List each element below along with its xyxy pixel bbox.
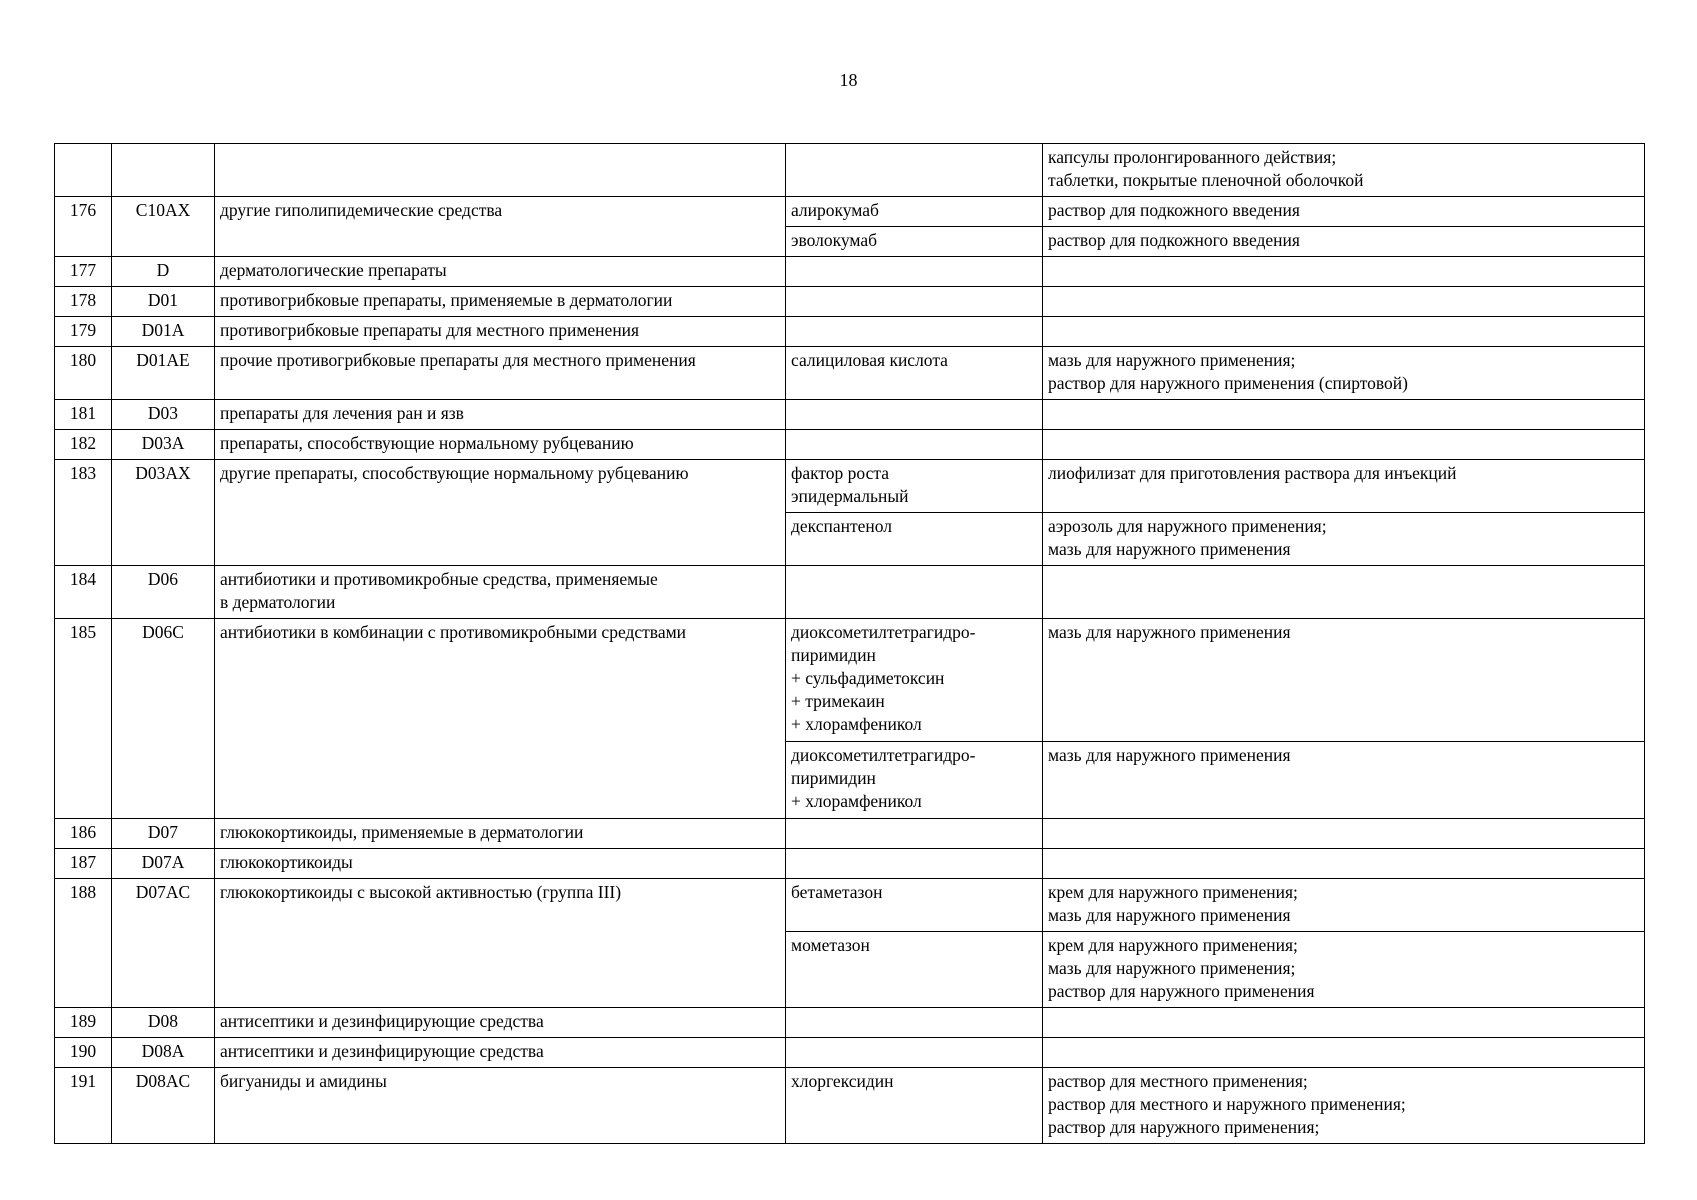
group-name: антисептики и дезинфицирующие средства xyxy=(215,1038,786,1068)
table-row xyxy=(55,430,1645,460)
table-row xyxy=(55,400,1645,430)
atc-code: D07 xyxy=(112,819,215,849)
group-name: препараты для лечения ран и язв xyxy=(215,400,786,430)
table-row xyxy=(55,1038,1645,1068)
drug-name xyxy=(786,849,1043,879)
atc-code: D01AE xyxy=(112,347,215,400)
row-number: 179 xyxy=(55,317,112,347)
atc-code: D03AX xyxy=(112,460,215,566)
dosage-form: раствор для наружного применения; xyxy=(1048,1117,1320,1137)
group-name: противогрибковые препараты для местного применения xyxy=(215,317,786,347)
drug-name xyxy=(786,257,1043,287)
row-number: 180 xyxy=(55,347,112,400)
group-name: антисептики и дезинфицирующие средства xyxy=(215,1008,786,1038)
drug-name xyxy=(786,400,1043,430)
atc-code: D07A xyxy=(112,849,215,879)
dosage-form: мазь для наружного применения xyxy=(1048,905,1291,925)
drug-name-line: пиримидин xyxy=(791,645,876,665)
dosage-forms xyxy=(1043,257,1645,287)
drug-name-line: фактор роста xyxy=(791,463,890,483)
dosage-form: мазь для наружного применения; xyxy=(1048,350,1296,370)
dosage-form: раствор для подкожного введения xyxy=(1048,200,1300,220)
dosage-form: мазь для наружного применения; xyxy=(1048,958,1296,978)
row-number: 181 xyxy=(55,400,112,430)
table-row xyxy=(55,287,1645,317)
row-number: 184 xyxy=(55,566,112,619)
row-number: 189 xyxy=(55,1008,112,1038)
dosage-forms xyxy=(1043,849,1645,879)
dosage-forms xyxy=(1043,566,1645,619)
dosage-form: таблетки, покрытые пленочной оболочкой xyxy=(1048,170,1364,190)
drug-name: декспантенол xyxy=(786,513,1043,566)
dosage-forms xyxy=(1043,317,1645,347)
row-number: 182 xyxy=(55,430,112,460)
row-number xyxy=(55,144,112,197)
group-name: препараты, способствующие нормальному рубцеванию xyxy=(215,430,786,460)
drug-name: эволокумаб xyxy=(786,227,1043,257)
atc-code xyxy=(112,144,215,197)
dosage-forms xyxy=(1043,227,1645,257)
dosage-forms xyxy=(1043,513,1645,566)
dosage-form: крем для наружного применения; xyxy=(1048,882,1298,902)
dosage-form: мазь для наружного применения xyxy=(1048,622,1291,642)
dosage-form: крем для наружного применения; xyxy=(1048,935,1298,955)
table-row xyxy=(55,257,1645,287)
page-number: 18 xyxy=(839,70,858,90)
dosage-form: аэрозоль для наружного применения; xyxy=(1048,516,1327,536)
drug-name: хлоргексидин xyxy=(786,1068,1043,1144)
atc-code: D03A xyxy=(112,430,215,460)
dosage-forms xyxy=(1043,1068,1645,1144)
atc-code: D01A xyxy=(112,317,215,347)
group-name: дерматологические препараты xyxy=(215,257,786,287)
table-row xyxy=(55,879,1645,932)
group-name: прочие противогрибковые препараты для местного применения xyxy=(215,347,786,400)
atc-code: D08A xyxy=(112,1038,215,1068)
drug-name xyxy=(786,430,1043,460)
drug-name xyxy=(786,1008,1043,1038)
dosage-forms xyxy=(1043,1008,1645,1038)
drug-name-line: пиримидин xyxy=(791,768,876,788)
drug-name: алирокумаб xyxy=(786,197,1043,227)
dosage-forms xyxy=(1043,430,1645,460)
drug-name xyxy=(786,566,1043,619)
group-name: глюкокортикоиды, применяемые в дерматологии xyxy=(215,819,786,849)
row-number: 178 xyxy=(55,287,112,317)
atc-code: D07AC xyxy=(112,879,215,1008)
drug-name xyxy=(786,144,1043,197)
dosage-forms xyxy=(1043,197,1645,227)
group-name: другие гиполипидемические средства xyxy=(215,197,786,257)
table-row xyxy=(55,197,1645,227)
group-name-line: в дерматологии xyxy=(220,592,336,612)
dosage-forms xyxy=(1043,932,1645,1008)
drug-name xyxy=(786,742,1043,819)
row-number: 176 xyxy=(55,197,112,257)
drug-name-line: + хлорамфеникол xyxy=(791,791,922,811)
atc-code: D01 xyxy=(112,287,215,317)
dosage-forms xyxy=(1043,879,1645,932)
dosage-forms xyxy=(1043,819,1645,849)
dosage-forms xyxy=(1043,347,1645,400)
drug-name xyxy=(786,460,1043,513)
drug-name-line: + сульфадиметоксин xyxy=(791,668,945,688)
row-number: 177 xyxy=(55,257,112,287)
drug-name-line: диоксометилтетрагидро- xyxy=(791,622,976,642)
table-row xyxy=(55,1068,1645,1144)
group-name: глюкокортикоиды с высокой активностью (группа III) xyxy=(215,879,786,1008)
dosage-form: лиофилизат для приготовления раствора для инъекций xyxy=(1048,463,1457,483)
group-name: глюкокортикоиды xyxy=(215,849,786,879)
row-number: 191 xyxy=(55,1068,112,1144)
dosage-forms xyxy=(1043,144,1645,197)
row-number: 183 xyxy=(55,460,112,566)
dosage-form: раствор для наружного применения xyxy=(1048,981,1315,1001)
row-number: 187 xyxy=(55,849,112,879)
drug-name xyxy=(786,1038,1043,1068)
table-row xyxy=(55,849,1645,879)
drug-name-line: + тримекаин xyxy=(791,691,885,711)
table-row xyxy=(55,460,1645,513)
atc-code: D03 xyxy=(112,400,215,430)
atc-code: D08AC xyxy=(112,1068,215,1144)
dosage-form: капсулы пролонгированного действия; xyxy=(1048,147,1337,167)
dosage-form: мазь для наружного применения xyxy=(1048,539,1291,559)
row-number: 185 xyxy=(55,619,112,819)
drug-name-line: эпидермальный xyxy=(791,486,909,506)
group-name: антибиотики в комбинации с противомикробными средствами xyxy=(215,619,786,819)
drug-name xyxy=(786,619,1043,742)
atc-code: D08 xyxy=(112,1008,215,1038)
row-number: 186 xyxy=(55,819,112,849)
table-row xyxy=(55,566,1645,619)
drug-name: салициловая кислота xyxy=(786,347,1043,400)
drug-name: бетаметазон xyxy=(786,879,1043,932)
atc-code: C10AX xyxy=(112,197,215,257)
table-row xyxy=(55,317,1645,347)
group-name: бигуаниды и амидины xyxy=(215,1068,786,1144)
dosage-forms xyxy=(1043,742,1645,819)
dosage-form: раствор для наружного применения (спиртовой) xyxy=(1048,373,1408,393)
group-name-line: антибиотики и противомикробные средства, применяемые xyxy=(220,569,658,589)
table-row xyxy=(55,144,1645,197)
dosage-forms xyxy=(1043,287,1645,317)
dosage-forms xyxy=(1043,400,1645,430)
table-row xyxy=(55,619,1645,742)
atc-code: D xyxy=(112,257,215,287)
dosage-forms xyxy=(1043,1038,1645,1068)
dosage-form: раствор для местного и наружного применения; xyxy=(1048,1094,1406,1114)
group-name: противогрибковые препараты, применяемые в дерматологии xyxy=(215,287,786,317)
atc-code: D06C xyxy=(112,619,215,819)
group-name: другие препараты, способствующие нормальному рубцеванию xyxy=(215,460,786,566)
group-name xyxy=(215,144,786,197)
drug-table xyxy=(54,143,1645,1144)
drug-name xyxy=(786,287,1043,317)
atc-code: D06 xyxy=(112,566,215,619)
group-name xyxy=(215,566,786,619)
dosage-forms xyxy=(1043,619,1645,742)
table-row xyxy=(55,1008,1645,1038)
drug-name-line: + хлорамфеникол xyxy=(791,714,922,734)
dosage-form: раствор для местного применения; xyxy=(1048,1071,1308,1091)
dosage-forms xyxy=(1043,460,1645,513)
row-number: 188 xyxy=(55,879,112,1008)
table-row xyxy=(55,819,1645,849)
dosage-form: раствор для подкожного введения xyxy=(1048,230,1300,250)
dosage-form: мазь для наружного применения xyxy=(1048,745,1291,765)
drug-name xyxy=(786,819,1043,849)
drug-name xyxy=(786,317,1043,347)
row-number: 190 xyxy=(55,1038,112,1068)
table-row xyxy=(55,347,1645,400)
drug-name-line: диоксометилтетрагидро- xyxy=(791,745,976,765)
drug-name: мометазон xyxy=(786,932,1043,1008)
